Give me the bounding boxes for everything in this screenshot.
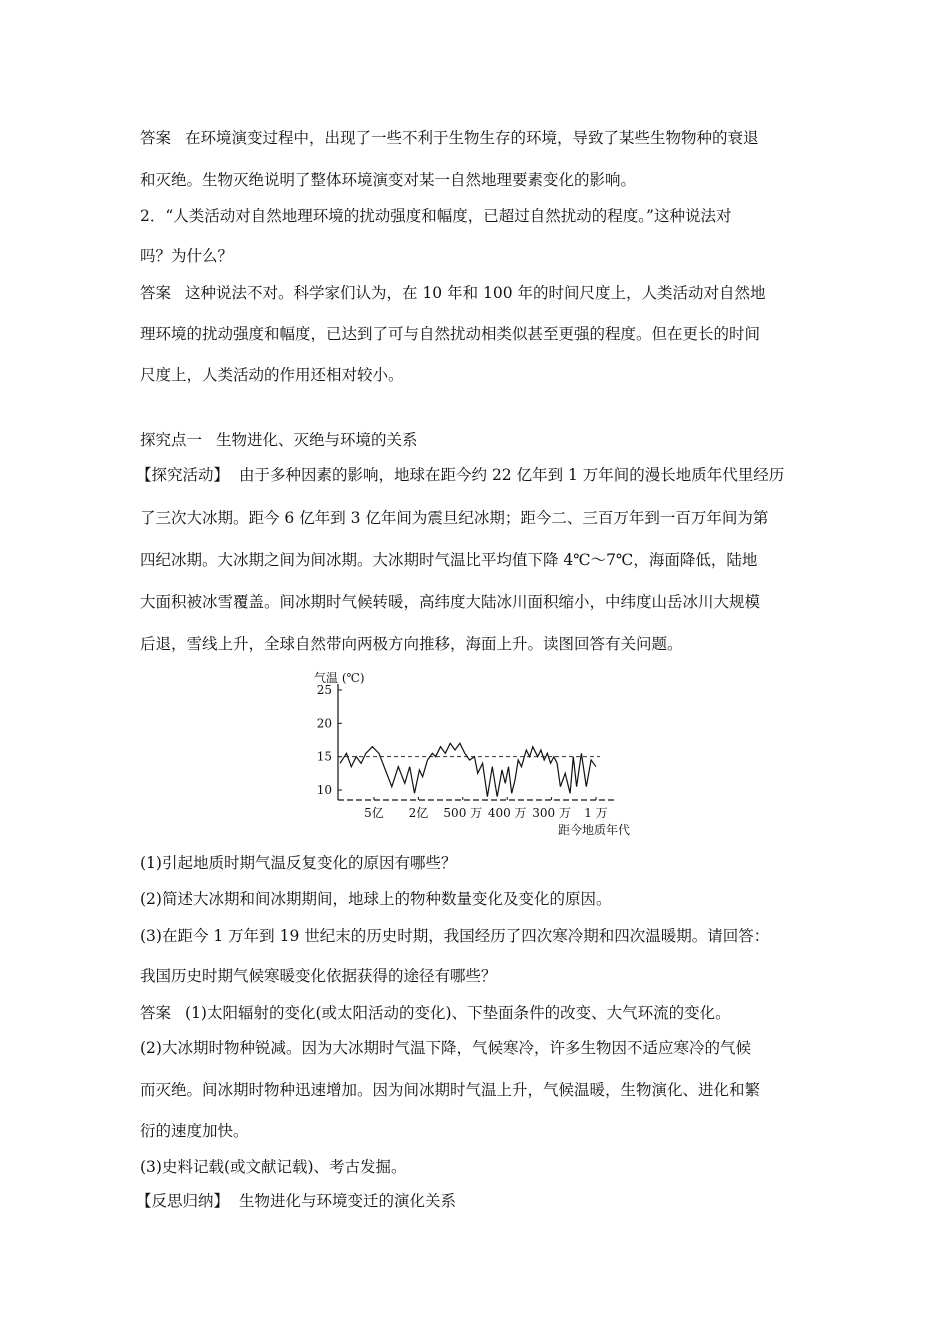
activity-line-1	[136, 465, 816, 485]
answer-2-line-3: 尺度上，人类活动的作用还相对较小。	[140, 366, 404, 384]
answer-text: (1)太阳辐射的变化(或太阳活动的变化)、下垫面条件的改变、大气环流的变化。	[185, 1004, 731, 1022]
answer-label: 答案	[140, 1004, 172, 1022]
y-tick-label: 20	[316, 716, 332, 731]
answer-2-line-2: 理环境的扰动强度和幅度，已达到了可与自然扰动相类似甚至更强的程度。但在更长的时间	[140, 325, 761, 343]
x-tick-label: 300 万	[532, 806, 571, 820]
answer-label: 答案	[140, 284, 172, 302]
x-tick-label: 2亿	[408, 806, 429, 820]
reflection-line	[136, 1191, 816, 1211]
question-2-line-1: 2．“人类活动对自然地理环境的扰动强度和幅度，已超过自然扰动的程度。”这种说法对	[140, 207, 732, 225]
y-tick-label: 25	[316, 683, 332, 697]
answer-text: 在环境演变过程中，出现了一些不利于生物生存的环境，导致了某些生物物种的衰退	[185, 129, 759, 147]
x-tick-label: 1 万	[584, 806, 608, 820]
answer-3-line-3: 而灭绝。间冰期时物种迅速增加。因为间冰期时气温上升，气候温暖，生物演化、进化和繁	[140, 1081, 761, 1099]
reflection-tag: 【反思归纳】	[136, 1192, 230, 1210]
answer-3-line-2: (2)大冰期时物种锐减。因为大冰期时气温下降，气候寒冷，许多生物因不适应寒冷的气候	[140, 1039, 751, 1057]
x-tick-label: 500 万	[443, 806, 483, 820]
answer-2-line-1	[140, 283, 820, 303]
section-label: 探究点一	[140, 431, 203, 449]
x-tick-label: 400 万	[487, 806, 527, 820]
activity-line-3: 四纪冰期。大冰期之间为间冰期。大冰期时气温比平均值下降 4℃～7℃，海面降低，陆地	[140, 551, 758, 569]
section-title: 生物进化、灭绝与环境的关系	[216, 431, 418, 449]
question-sub-1: (1)引起地质时期气温反复变化的原因有哪些？	[140, 854, 457, 872]
y-tick-label: 10	[316, 783, 332, 797]
question-sub-3-line-1: (3)在距今 1 万年到 19 世纪末的历史时期，我国经历了四次寒冷期和四次温暖期。请回答：	[140, 927, 770, 945]
question-sub-2: (2)简述大冰期和间冰期期间，地球上的物种数量变化及变化的原因。	[140, 890, 612, 908]
answer-3-line-4: 衍的速度加快。	[140, 1122, 249, 1140]
temperature-series-line	[340, 743, 596, 796]
activity-text: 由于多种因素的影响，地球在距今约 22 亿年到 1 万年间的漫长地质年代里经历	[239, 466, 785, 484]
y-tick-label: 15	[316, 749, 332, 764]
activity-tag: 【探究活动】	[136, 466, 230, 484]
chart-plot	[317, 683, 616, 820]
activity-line-5: 后退，雪线上升，全球自然带向两极方向推移，海面上升。读图回答有关问题。	[140, 635, 683, 653]
answer-text: 这种说法不对。科学家们认为，在 10 年和 100 年的时间尺度上，人类活动对自然地	[185, 284, 766, 302]
activity-line-4: 大面积被冰雪覆盖。间冰期时气候转暖，高纬度大陆冰川面积缩小，中纬度山岳冰川大规模	[140, 593, 761, 611]
answer-3-line-1	[140, 1003, 820, 1023]
chart-x-label: 距今地质年代	[558, 823, 631, 837]
answer-1-line-2: 和灭绝。生物灭绝说明了整体环境演变对某一自然地理要素变化的影响。	[140, 171, 637, 189]
x-tick-label: 5亿	[364, 806, 384, 820]
answer-3-line-5: (3)史料记载(或文献记载)、考古发掘。	[140, 1158, 407, 1176]
chart-y-label: 气温 (℃)	[314, 671, 365, 685]
answer-1-line-1	[140, 128, 820, 148]
temperature-chart	[300, 668, 650, 840]
reflection-text: 生物进化与环境变迁的演化关系	[239, 1192, 457, 1210]
answer-label: 答案	[140, 129, 172, 147]
section-heading	[140, 430, 820, 450]
activity-line-2: 了三次大冰期。距今 6 亿年到 3 亿年间为震旦纪冰期；距今二、三百万年到一百万年间为第	[140, 509, 769, 527]
question-sub-3-line-2: 我国历史时期气候寒暖变化依据获得的途径有哪些？	[140, 967, 497, 985]
question-2-line-2: 吗？为什么？	[140, 247, 234, 265]
